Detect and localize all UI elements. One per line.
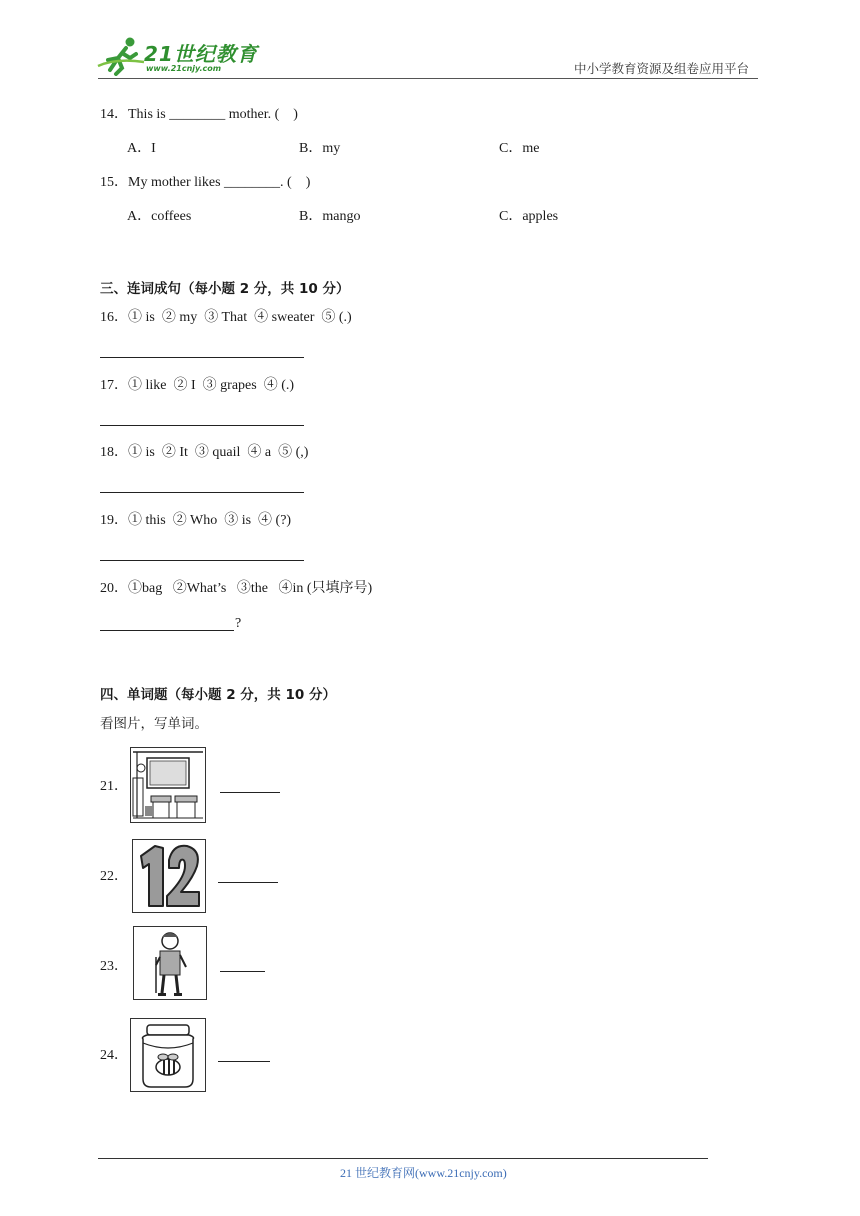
answer-line-19[interactable] <box>100 560 304 561</box>
footer-text[interactable]: 21 世纪教育网(www.21cnjy.com) <box>340 1166 507 1180</box>
answer-line-16[interactable] <box>100 357 304 358</box>
answer-line-17[interactable] <box>100 425 304 426</box>
classroom-picture <box>130 747 206 823</box>
question-19: 19．① this ② Who ③ is ④ (?) <box>100 513 292 528</box>
question-16: 16．① is ② my ③ That ④ sweater ⑤ (.) <box>100 310 352 325</box>
logo-text: 21世纪教育 <box>144 42 258 66</box>
question-18: 18．① is ② It ③ quail ④ a ⑤ (,) <box>100 445 309 460</box>
question-24-number: 24． <box>100 1048 128 1063</box>
answer-line-24[interactable] <box>218 1061 270 1062</box>
question-14-option-a: A．I <box>127 141 156 156</box>
question-17: 17．① like ② I ③ grapes ④ (.) <box>100 378 295 393</box>
question-17-words: ① like ② I ③ grapes ④ (.) <box>128 378 295 393</box>
honey-jar-picture <box>130 1018 206 1092</box>
question-19-words: ① this ② Who ③ is ④ (?) <box>128 513 292 528</box>
header-divider <box>98 78 758 79</box>
runner-logo-icon <box>96 36 148 76</box>
question-15-option-a: A．coffees <box>127 209 192 224</box>
classroom-icon <box>131 748 205 822</box>
question-23-number: 23． <box>100 959 128 974</box>
question-15-stem: My mother likes ________. ( ) <box>128 175 311 190</box>
answer-line-20[interactable] <box>100 630 234 631</box>
question-14-stem: This is ________ mother. ( ) <box>128 107 298 122</box>
logo-url: www.21cnjy.com <box>146 64 222 73</box>
number-twelve-icon <box>133 840 205 912</box>
question-20: 20．①bag ②What’s ③the ④in (只填序号) <box>100 581 373 596</box>
grandfather-icon <box>134 927 206 999</box>
question-15-option-c: C．apples <box>499 209 559 224</box>
answer-line-23[interactable] <box>220 971 265 972</box>
section-4-title: 四、单词题（每小题 2 分，共 10 分） <box>100 687 336 703</box>
question-14: 14．This is ________ mother. ( ) <box>100 107 298 122</box>
question-15-option-b: B．mango <box>299 209 361 224</box>
question-20-suffix: ? <box>235 616 242 631</box>
answer-line-18[interactable] <box>100 492 304 493</box>
question-14-option-b: B．my <box>299 141 341 156</box>
answer-line-21[interactable] <box>220 792 280 793</box>
header-logo <box>96 36 266 78</box>
honey-jar-icon <box>131 1019 205 1091</box>
twelve-picture <box>132 839 206 913</box>
question-20-words: ①bag ②What’s ③the ④in (只填序号) <box>128 581 373 596</box>
section-3-title: 三、连词成句（每小题 2 分，共 10 分） <box>100 281 350 297</box>
answer-line-22[interactable] <box>218 882 278 883</box>
question-22-number: 22． <box>100 869 128 884</box>
grandfather-picture <box>133 926 207 1000</box>
question-16-words: ① is ② my ③ That ④ sweater ⑤ (.) <box>128 310 352 325</box>
section-4-instruction: 看图片，写单词。 <box>100 716 208 732</box>
question-15: 15．My mother likes ________. ( ) <box>100 175 311 190</box>
footer-divider <box>98 1158 708 1159</box>
header-right-text: 中小学教育资源及组卷应用平台 <box>574 61 750 76</box>
question-14-option-c: C．me <box>499 141 540 156</box>
question-21-number: 21． <box>100 779 128 794</box>
question-18-words: ① is ② It ③ quail ④ a ⑤ (,) <box>128 445 309 460</box>
